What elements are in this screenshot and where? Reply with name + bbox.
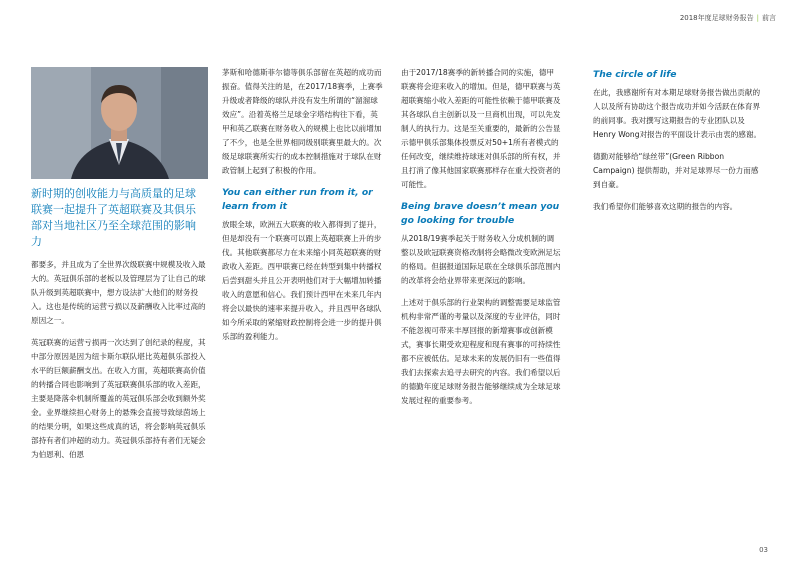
- header-separator: |: [756, 14, 759, 22]
- paragraph: 英冠联赛的运营亏损再一次达到了创纪录的程度，其中部分原因是因为纽卡斯尔联队堪比英超俱乐部投入水平的巨额薪酬支出。在收入方面，英超联赛高价值的转播合同也影响到了英冠联赛俱乐部的收入差距，主要是降落伞机制所覆盖的英冠俱乐部会收到额外奖金。业界继续担心财务上的悬殊会直接导致绿茵场上的结果分明，如果这些成真的话，将会影响英冠俱乐部持有者们冲超的动力。英冠俱乐部持有者们无疑会为伯恩利、伯恩: [31, 338, 206, 459]
- section-subheading: You can either run from it, or learn from it: [222, 187, 373, 212]
- paragraph: 德勤对能够给“绿丝带”(Green Ribbon Campaign) 提供帮助，并对足球界尽一份力而感到自豪。: [593, 152, 759, 189]
- author-photo: [31, 67, 208, 179]
- paragraph: 茅斯和哈德斯菲尔德等俱乐部留在英超的成功而振奋。值得关注的是，在2017/18赛季，上赛季升级或者降级的球队并没有发生所谓的“溜溜球效应”。沿着英格兰足球金字塔结构往下看，英甲和英乙联赛在财务收入的规模上也比以前增加了不少，也是全世界相同级别联赛里最大的。次级足球联赛所实行的成本控制措施对于球队在财政管制上起到了积极的作用。: [222, 68, 383, 175]
- page-number: 03: [759, 546, 768, 554]
- paragraph: 上述对于俱乐部的行业架构的调整需要足球监管机构非常严谨的考量以及深度的专业评估，同时不能忽视可带来丰厚回报的新增赛事或创新模式，赛事长期受欢迎程度和现有赛事的可持续性都不应被低估。足球未来的发展仍旧有一些值得我们去探索去追寻去研究的内容。我们希望以后的德勤年度足球财务报告能够继续成为全球足球发展过程的重要参考。: [401, 298, 561, 405]
- paragraph: 从2018/19赛季起关于财务收入分成机制的调整以及欧冠联赛资格改制将会略微改变欧洲足坛的格局。但据报道国际足联在全球俱乐部范围内的改革将会给业界带来更深远的影响。: [401, 234, 561, 285]
- section-title: 前言: [762, 14, 776, 22]
- section-subheading: Being brave doesn’t mean you go looking for trouble: [401, 201, 560, 226]
- page-header: [680, 13, 776, 23]
- column-1: [31, 186, 206, 470]
- paragraph: 我们希望你们能够喜欢这期的报告的内容。: [593, 202, 738, 211]
- paragraph: 都要多，并且成为了全世界次级联赛中规模及收入最大的。英冠俱乐部的老板以及管理层为了让自己的球队升级到英超联赛中，想方设法扩大他们的财务投入。这也是传统的运营亏损以及薪酬收入比率过高的原因之一。: [31, 260, 206, 325]
- pull-quote-headline: 新时期的创收能力与高质量的足球联赛一起提升了英超联赛及其俱乐部对当地社区乃至全球范围的影响力: [31, 187, 196, 248]
- column-4: [593, 66, 763, 222]
- paragraph: 放眼全球，欧洲五大联赛的收入都得到了提升，但是却没有一个联赛可以跟上英超联赛上升的步伐。其他联赛都尽力在未来缩小同英超联赛的财政收入差距。西甲联赛已经在转型到集中转播权后尝到甜头并且公开表明他们对于大幅增加转播收入的意愿和信心。我们预计西甲在未来几年内将会以最快的速率来提升收入，并且西甲各球队如今所采取的紧缩财政控制将会进一步的提升俱乐部的盈利能力。: [222, 220, 382, 341]
- paragraph: 由于2017/18赛季的新转播合同的实施，德甲联赛将会迎来收入的增加。但是，德甲联赛与英超联赛缩小收入差距的可能性依赖于德甲联赛及其各球队自主创新以及一旦商机出现，可以先发制人的执行力。这是至关重要的，最新的公告显示德甲俱乐部集体投票反对50+1所有者模式的任何改变，继续维持球迷对俱乐部的所有权，并且打消了像其他国家联赛那样存在重大投资者的可能性。: [401, 68, 561, 189]
- column-2: [222, 66, 385, 352]
- paragraph: 在此，我感谢所有对本期足球财务报告做出贡献的人以及所有协助这个报告成功并如今活跃在体育界的前同事。我对撰写这期报告的专业团队以及Henry Wong对报告的平面设计表示由衷的感谢。: [593, 88, 762, 139]
- section-subheading: The circle of life: [593, 69, 677, 80]
- report-title: 2018年度足球财务报告: [679, 14, 754, 22]
- portrait-image: [31, 67, 208, 179]
- column-3: [401, 66, 561, 416]
